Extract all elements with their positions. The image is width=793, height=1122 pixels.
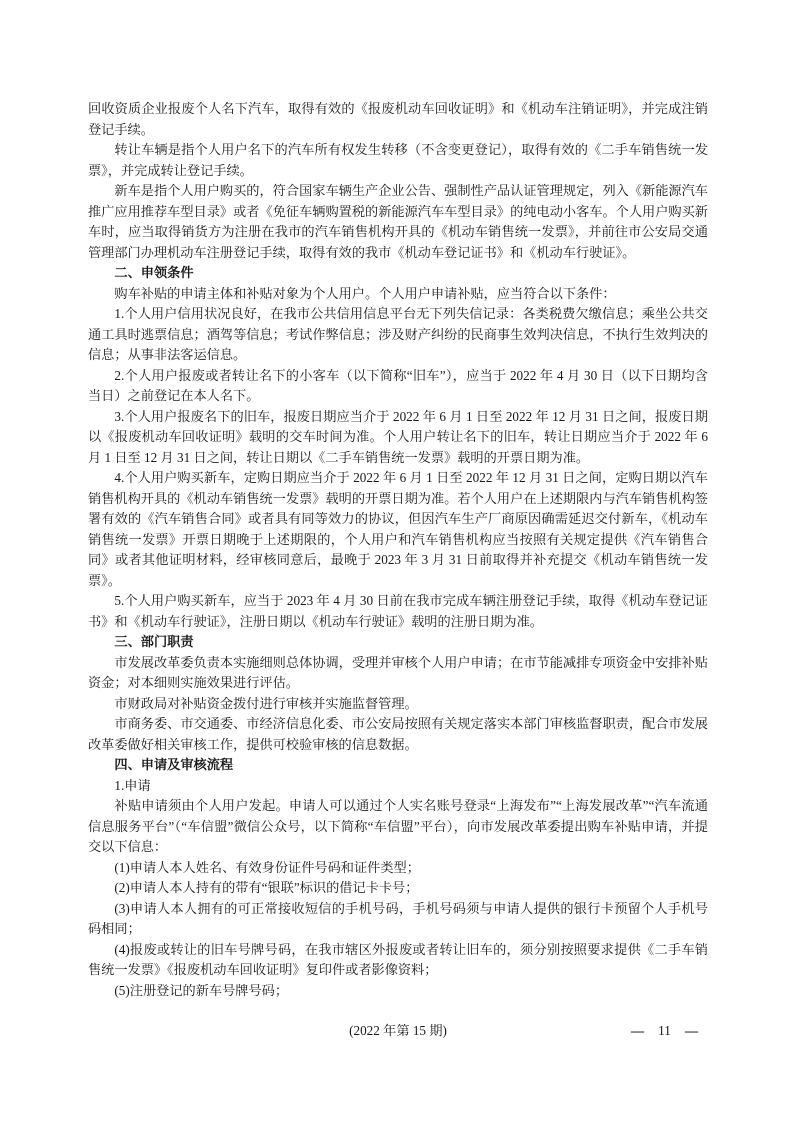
page-number	[631, 1021, 698, 1041]
page-number-dash-left: —	[630, 1023, 645, 1038]
paragraph: 2.个人用户报废或者转让名下的小客车（以下简称“旧车”），应当于 2022 年 4 月 30 日（以下日期均含当日）之前登记在本人名下。	[88, 367, 708, 403]
paragraph: 1.个人用户信用状况良好，在我市公共信用信息平台无下列失信记录：各类税费欠缴信息；乘坐公共交通工具时逃票信息；酒驾等信息；考试作弊信息；涉及财产纠纷的民商事生效判决信息，不执行生效判决的信息；从事非法客运信息。	[88, 306, 708, 362]
paragraph: 1.申请	[114, 777, 151, 793]
section-heading: 二、申领条件	[114, 265, 194, 280]
paragraph: 转让车辆是指个人用户名下的汽车所有权发生转移（不含变更登记），取得有效的《二手车销售统一发票》，并完成转让登记手续。	[88, 142, 708, 178]
paragraph: 5.个人用户购买新车，应当于 2023 年 4 月 30 日前在我市完成车辆注册登记手续，取得《机动车登记证书》和《机动车行驶证》，注册日期以《机动车行驶证》载明的注册日期为准。	[88, 593, 708, 629]
page-number-dash-right: —	[684, 1023, 698, 1038]
paragraph: (4)报废或转让的旧车号牌号码，在我市辖区外报废或者转让旧车的，须分别按照要求提供《二手车销售统一发票》《报废机动车回收证明》复印件或者影像资料；	[88, 941, 708, 977]
section-heading: 四、申请及审核流程	[114, 757, 234, 772]
paragraph: 回收资质企业报废个人名下汽车，取得有效的《报废机动车回收证明》和《机动车注销证明》，并完成注销登记手续。	[88, 101, 708, 137]
paragraph: 4.个人用户购买新车，定购日期应当介于 2022 年 6 月 1 日至 2022 年 12 月 31 日之间，定购日期以汽车销售机构开具的《机动车销售统一发票》载明的开票日期为准。若个人用户在上述期限内与汽车销售机构签署有效的《汽车销售合同》或者具有同等效力的协议，但因汽车生产厂商原因确需延迟交付新车，《机动车销售统一发票》开票日期晚于上述期限的，个人用户和汽车销售机构应当按照有关规定提供《汽车销售合同》或者其他证明材料，经审核同意后，最晚于 2023 年 3 月 31 日前取得并补充提交《机动车销售统一发票》。	[88, 470, 708, 588]
paragraph: 购车补贴的申请主体和补贴对象为个人用户。个人用户申请补贴，应当符合以下条件：	[114, 285, 616, 301]
page-footer	[88, 1021, 708, 1042]
paragraph: 补贴申请须由个人用户发起。申请人可以通过个人实名账号登录“上海发布”“上海发展改革”“汽车流通信息服务平台”（“车信盟”微信公众号，以下简称“车信盟”平台），向市发展改革委提出购车补贴申请，并提交以下信息：	[88, 798, 708, 854]
paragraph: (5)注册登记的新车号牌号码；	[114, 982, 289, 998]
journal-issue-label: (2022 年第 15 期)	[349, 1023, 447, 1038]
paragraph: (2)申请人本人持有的带有“银联”标识的借记卡卡号；	[114, 880, 419, 895]
paragraph: 市财政局对补贴资金拨付进行审核并实施监督管理。	[114, 695, 418, 711]
page-number-value: 11	[658, 1023, 671, 1038]
section-heading: 三、部门职责	[114, 634, 194, 649]
paragraph: 新车是指个人用户购买的，符合国家车辆生产企业公告、强制性产品认证管理规定，列入《新能源汽车推广应用推荐车型目录》或者《免征车辆购置税的新能源汽车车型目录》的纯电动小客车。个人用户购买新车时，应当取得销货方为注册在我市的汽车销售机构开具的《机动车销售统一发票》，并前往市公安局交通管理部门办理机动车注册登记手续，取得有效的我市《机动车登记证书》和《机动车行驶证》。	[88, 183, 708, 260]
paragraph: 市发展改革委负责本实施细则总体协调，受理并审核个人用户申请；在市节能减排专项资金中安排补贴资金；对本细则实施效果进行评估。	[88, 654, 708, 690]
paragraph: (1)申请人本人姓名、有效身份证件号码和证件类型；	[114, 859, 420, 875]
paragraph: 3.个人用户报废名下的旧车，报废日期应当介于 2022 年 6 月 1 日至 2022 年 12 月 31 日之间，报废日期以《报废机动车回收证明》载明的交车时间为准。个人用户转让名下的旧车，转让日期应当介于 2022 年 6 月 1 日至 12 月 31 日之间，转让日期以《二手车销售统一发票》载明的开票日期为准。	[88, 408, 708, 465]
paragraph: (3)申请人本人拥有的可正常接收短信的手机号码，手机号码须与申请人提供的银行卡预留个人手机号码相同；	[88, 900, 708, 936]
document-content	[88, 99, 708, 1001]
paragraph: 市商务委、市交通委、市经济信息化委、市公安局按照有关规定落实本部门审核监督职责，配合市发展改革委做好相关审核工作，提供可校验审核的信息数据。	[88, 716, 708, 752]
